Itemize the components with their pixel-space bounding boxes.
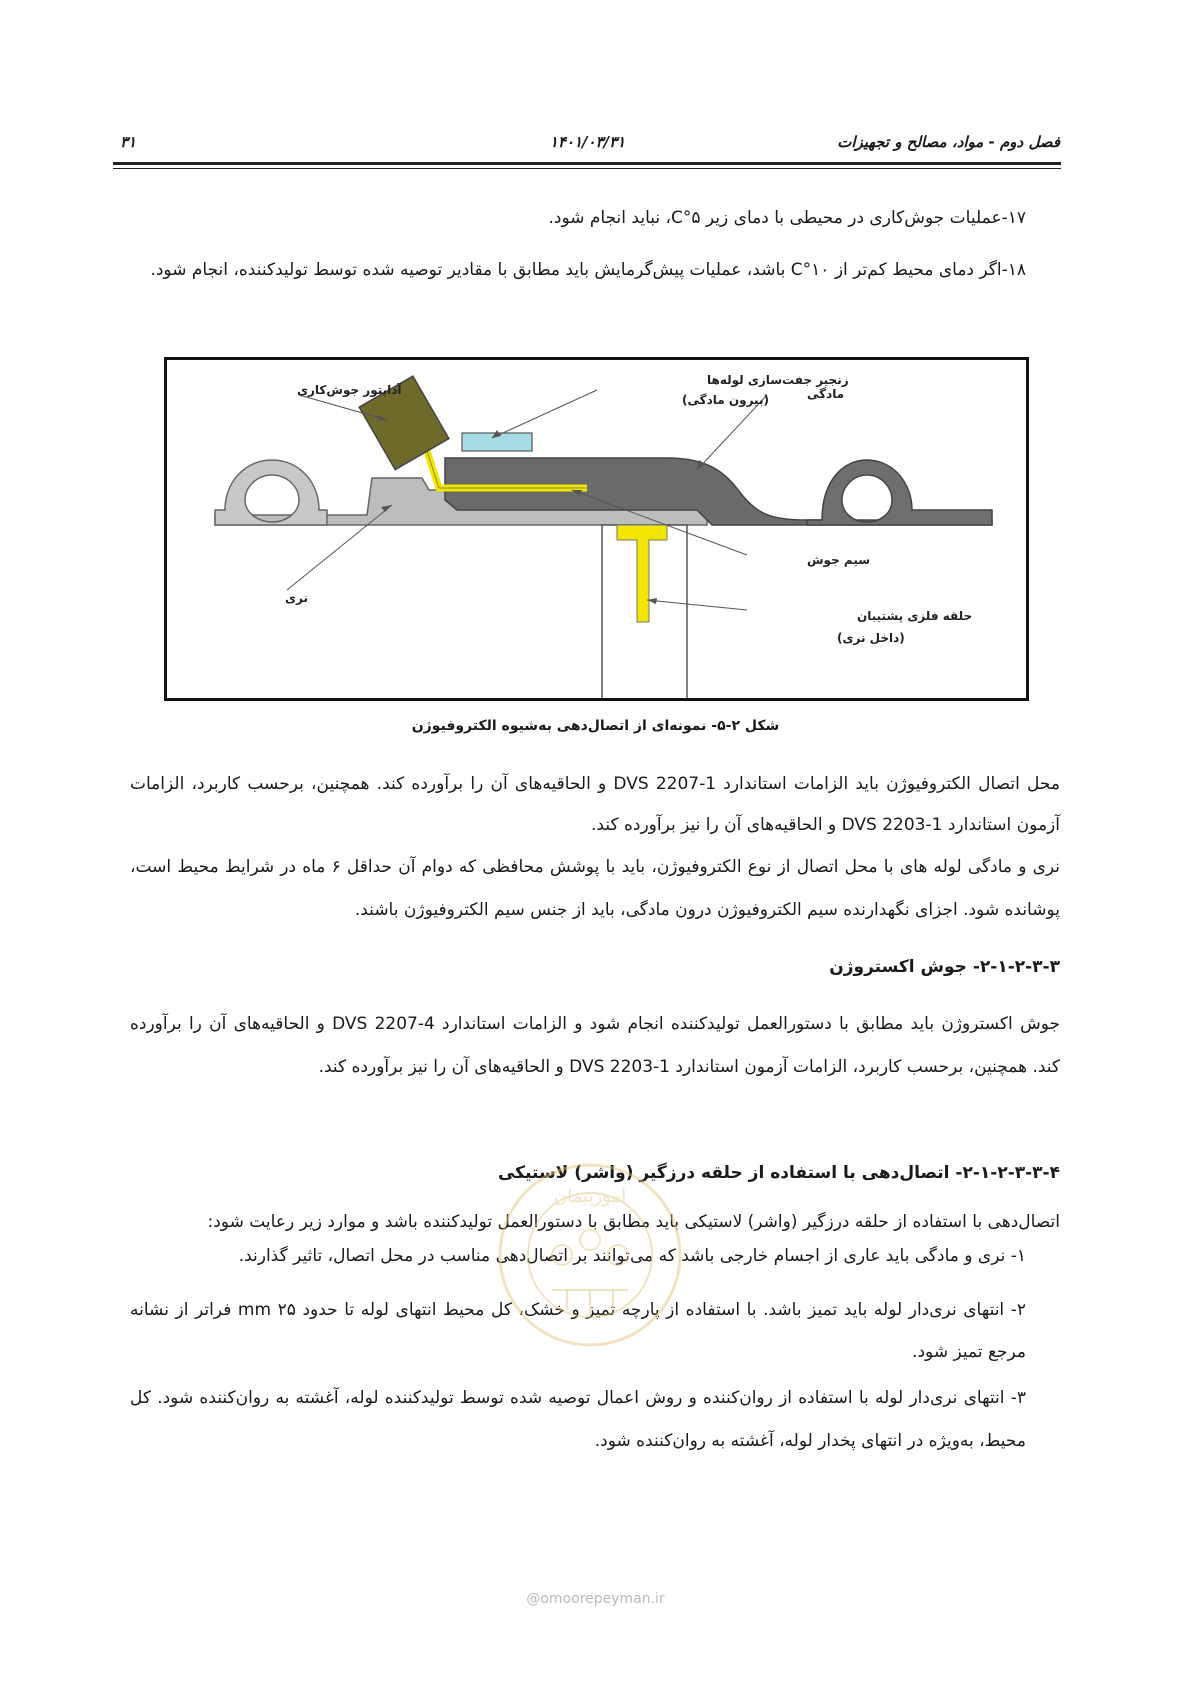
paragraph-protective-cover: نری و مادگی لوله های با محل اتصال از نوع الکتروفیوژن، باید با پوشش محافظی که دوام آن حداقل ۶ ماه در شرایط محیط است، پوشانده شود. اجزای نگهدارنده سیم الکتروفیوژن درون مادگی، باید از جنس سیم الکتروفیوژن باشند. bbox=[130, 857, 1060, 920]
watermark-url: @omoorepeyman.ir bbox=[526, 1591, 665, 1607]
item-18: ۱۸-اگر دمای محیط کم‌تر از ۱۰°C باشد، عملیات پیش‌گرمایش باید مطابق با مقادیر توصیه شده توسط تولیدکننده، انجام شود. bbox=[150, 260, 1026, 280]
label-ring-sub: (داخل نری) bbox=[837, 631, 905, 645]
chapter-title: فصل دوم - مواد، مصالح و تجهیزات bbox=[837, 133, 1060, 151]
item-17: ۱۷-عملیات جوش‌کاری در محیطی با دمای زیر ۵°C، نباید انجام شود. bbox=[548, 208, 1026, 228]
label-wire: سیم جوش bbox=[807, 553, 871, 567]
label-chain-sub: (بیرون مادگی) bbox=[682, 393, 769, 407]
page-header bbox=[115, 128, 1060, 154]
list-item-2: ۲- انتهای نری‌دار لوله باید تمیز باشد. با استفاده از پارچه تمیز و خشک، کل محیط انتهای لوله تا حدود ۲۵ mm فراتر از نشانه مرجع تمیز شود. bbox=[130, 1300, 1026, 1362]
label-adapter: آداپتور جوش‌کاری bbox=[297, 383, 402, 397]
label-socket: مادگی bbox=[807, 387, 845, 401]
page-number: ۳۱ bbox=[120, 133, 137, 151]
label-chain: زنجیر جفت‌سازی لوله‌ها bbox=[707, 373, 849, 387]
list-item-1: ۱- نری و مادگی باید عاری از اجسام خارجی باشد که می‌توانند بر اتصال‌دهی مناسب در محل اتصال، تاثیر گذارند. bbox=[238, 1246, 1026, 1266]
label-spigot: نری bbox=[285, 591, 308, 605]
electrofusion-figure bbox=[164, 357, 1029, 701]
watermark-seal-text: امورپیمان bbox=[553, 1186, 627, 1207]
list-item-3: ۳- انتهای نری‌دار لوله با استفاده از روان‌کننده و روش اعمال توصیه شده توسط تولیدکننده لوله، آغشته به روان‌کننده شود. کل محیط، به‌ویژه در انتهای پخدار لوله، آغشته به روان‌کننده شود. bbox=[130, 1388, 1026, 1451]
watermark-seal bbox=[497, 1160, 683, 1350]
section-heading-gasket: ۲-۱-۲-۳-۳-۴- اتصال‌دهی با استفاده از حلقه درزگیر (واشر) لاستیکی bbox=[497, 1163, 1060, 1183]
figure-caption: شکل ۲-۵- نمونه‌ای از اتصال‌دهی به‌شیوه الکتروفیوژن bbox=[411, 718, 780, 734]
header-rule-thin bbox=[113, 168, 1061, 169]
header-date: ۱۴۰۱/۰۳/۳۱ bbox=[549, 133, 626, 151]
section-heading-extrusion: ۲-۱-۲-۳-۳- جوش اکستروژن bbox=[829, 957, 1060, 977]
header-rule-thick bbox=[113, 162, 1061, 165]
paragraph-extrusion: جوش اکستروژن باید مطابق با دستورالعمل تولیدکننده انجام شود و الزامات استاندارد DVS 2207-4 و الحاقیه‌های آن را برآورده کند. همچنین، برحسب کاربرد، الزامات آزمون استاندارد DVS 2203-1 و الحاقیه‌های آن را نیز برآورده کند. bbox=[130, 1014, 1060, 1077]
paragraph-gasket-intro: اتصال‌دهی با استفاده از حلقه درزگیر (واشر) لاستیکی باید مطابق با دستورالعمل تولیدکننده باشد و موارد زیر رعایت شود: bbox=[207, 1212, 1060, 1232]
electrofusion-diagram bbox=[167, 360, 1029, 701]
paragraph-dvs-electrofusion: محل اتصال الکتروفیوژن باید الزامات استاندارد DVS 2207-1 و الحاقیه‌های آن را برآورده کند. همچنین، برحسب کاربرد، الزامات آزمون استاندارد DVS 2203-1 و الحاقیه‌های آن را نیز برآورده کند. bbox=[130, 774, 1060, 835]
label-ring: حلقه فلزی پشتیبان bbox=[857, 609, 973, 623]
